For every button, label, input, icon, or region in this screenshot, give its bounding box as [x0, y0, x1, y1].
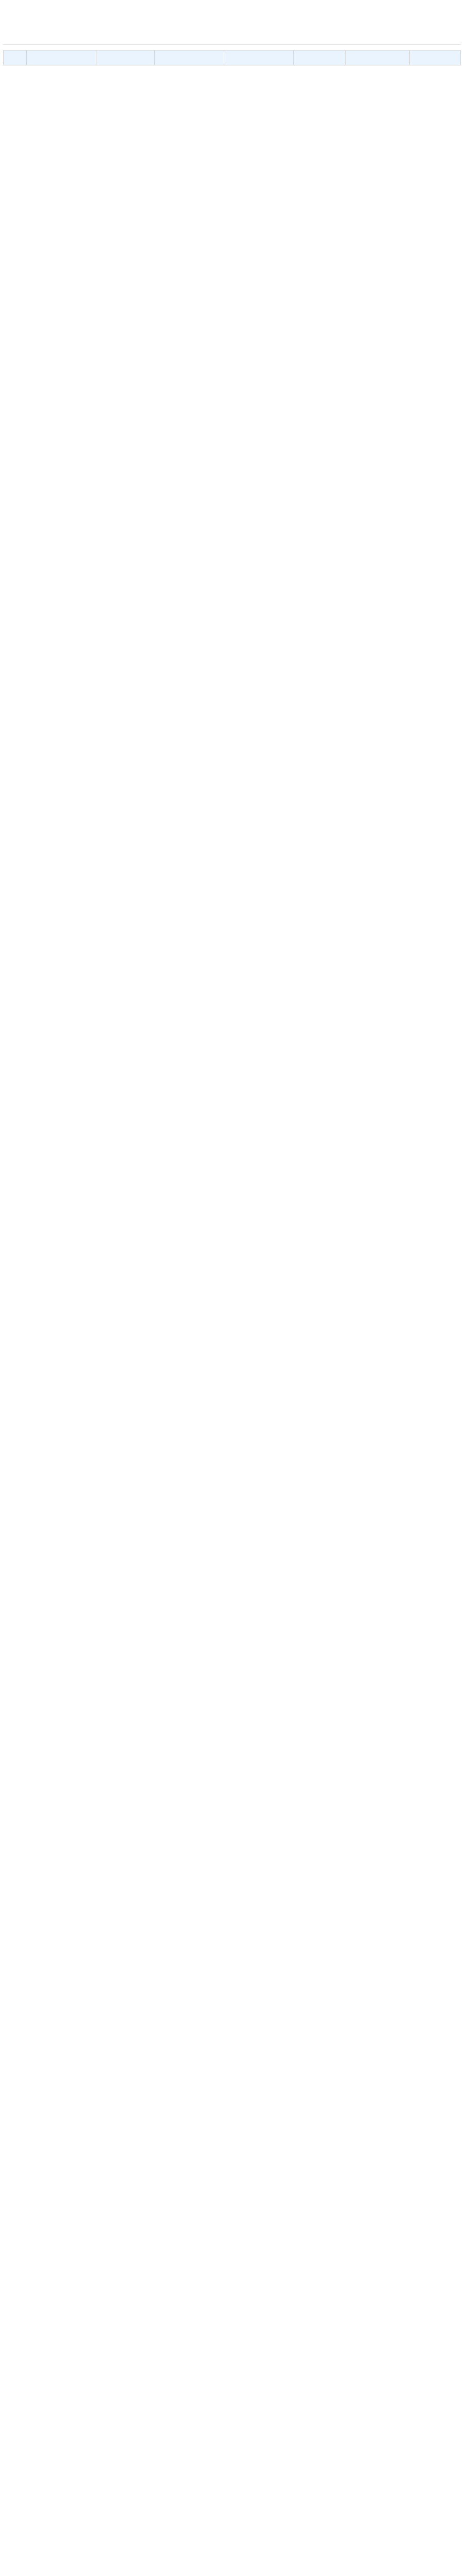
approval-table — [3, 50, 461, 65]
header-cell — [293, 50, 345, 65]
header-cell — [409, 50, 460, 65]
header-cell — [154, 50, 224, 65]
header-cell — [4, 50, 27, 65]
header-cell — [346, 50, 410, 65]
article-meta — [3, 33, 461, 41]
document-page — [0, 0, 464, 76]
table-header-row — [4, 50, 461, 65]
header-cell — [224, 50, 293, 65]
header-cell — [27, 50, 96, 65]
page-title — [3, 10, 461, 28]
divider — [3, 44, 461, 45]
header-cell — [96, 50, 155, 65]
